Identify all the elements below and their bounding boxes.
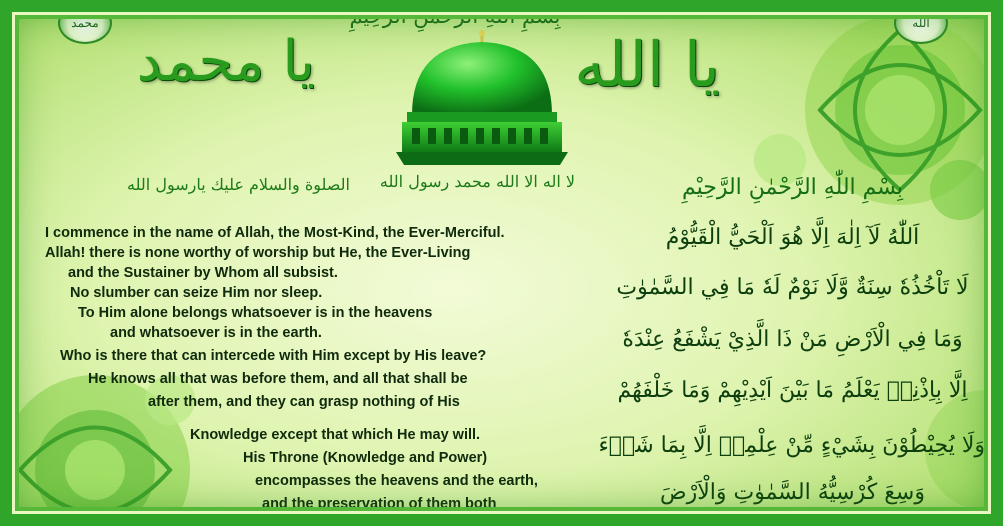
bismillah-header: بِسْمِ اللّٰهِ الرَّحْمٰنِ الرَّحِيْمِ xyxy=(349,4,561,28)
verse-line: وَمَا فِي الْاَرْضِ مَنْ ذَا الَّذِيْ يَشْفَعُ عِنْدَهٗ xyxy=(622,327,963,352)
translation-line: Allah! there is none worthy of worship but He, the Ever-Living xyxy=(45,245,471,261)
translation-line: He knows all that was before them, and all that shall be xyxy=(88,371,468,387)
translation-line: encompasses the heavens and the earth, xyxy=(255,473,538,489)
translation-line: His Throne (Knowledge and Power) xyxy=(243,450,488,466)
translation-line: and whatsoever is in the earth. xyxy=(110,325,322,341)
medallion-right-label: الله xyxy=(912,16,930,30)
translation-line: Knowledge except that which He may will. xyxy=(190,427,481,443)
medallion-left xyxy=(58,2,112,44)
translation-line: and the Sustainer by Whom all subsist. xyxy=(68,265,338,281)
translation-line: Who is there that can intercede with Him except by His leave? xyxy=(60,348,487,364)
verse-line: اَللّٰهُ لَآ اِلٰهَ اِلَّا هُوَ اَلْحَيُّ الْقَيُّوْمُ xyxy=(665,225,920,250)
translation-line: I commence in the name of Allah, the Most-Kind, the Ever-Merciful. xyxy=(45,225,505,241)
translation-line: To Him alone belongs whatsoever is in the heavens xyxy=(78,305,433,321)
salutation-calligraphy: الصلوة والسلام عليك يارسول الله xyxy=(127,175,350,194)
translation-line: and the preservation of them both xyxy=(262,496,497,512)
verse-line: وَسِعَ كُرْسِيُّهُ السَّمٰوٰتِ وَالْاَرْضَ xyxy=(660,480,925,505)
calligraphy-ya-allah: يا الله xyxy=(574,28,720,101)
verse-heading: بِسْمِ اللّٰهِ الرَّحْمٰنِ الرَّحِيْمِ xyxy=(681,175,904,200)
kalima-calligraphy: لا اله الا الله محمد رسول الله xyxy=(379,172,575,191)
verse-line: لَا تَاْخُذُهٗ سِنَةٌ وَّلَا نَوْمٌ لَهٗ مَا فِي السَّمٰوٰتِ xyxy=(616,275,969,300)
translation-line: No slumber can seize Him nor sleep. xyxy=(70,285,323,301)
verse-line: وَلَا يُحِيْطُوْنَ بِشَيْءٍ مِّنْ عِلْمِهٖ اِلَّا بِمَا شَاۗءَ xyxy=(598,433,985,458)
medallion-left-label: محمد xyxy=(71,16,99,30)
translation-line: after them, and they can grasp nothing of His xyxy=(148,394,460,410)
verse-line: اِلَّا بِاِذْنِهٖ يَعْلَمُ مَا بَيْنَ اَيْدِيْهِمْ وَمَا خَلْفَهُمْ xyxy=(617,378,968,403)
calligraphy-ya-muhammad: يا محمد xyxy=(136,29,315,94)
medallion-right xyxy=(894,2,948,44)
